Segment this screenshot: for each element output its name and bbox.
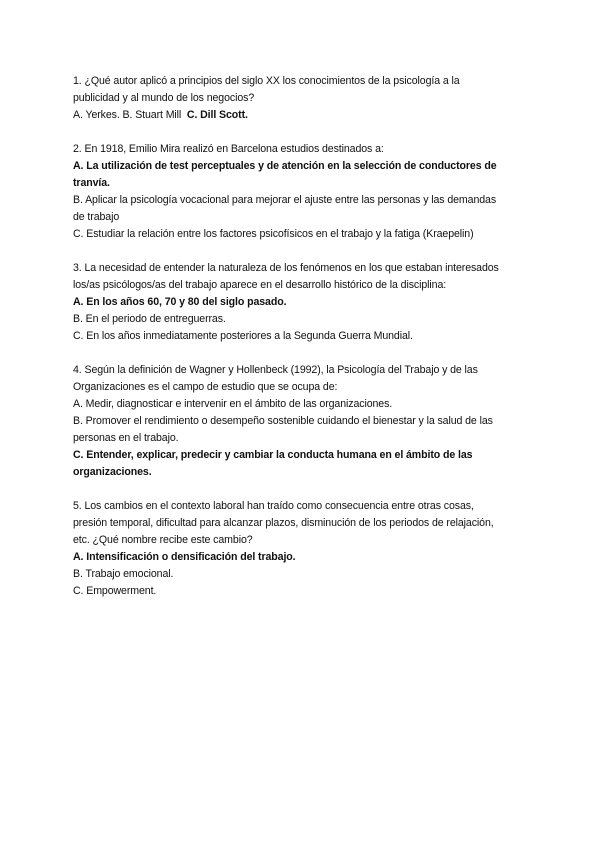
question-2 — [73, 141, 530, 243]
question-3 — [73, 260, 530, 345]
question-stem-line: 3. La necesidad de entender la naturaleza de los fenómenos en los que estaban interesados — [73, 262, 499, 274]
correct-option-line: C. Entender, explicar, predecir y cambiar la conducta humana en el ámbito de las — [73, 449, 473, 461]
question-stem-line: presión temporal, dificultad para alcanzar plazos, disminución de los periodos de relajación, — [73, 517, 494, 529]
option-line: A. Medir, diagnosticar e intervenir en el ámbito de las organizaciones. — [73, 398, 393, 410]
option-line: B. Trabajo emocional. — [73, 568, 174, 580]
question-stem-line: los/as psicólogos/as del trabajo aparece en el desarrollo histórico de la disciplina: — [73, 279, 447, 291]
option-line: B. En el periodo de entreguerras. — [73, 313, 226, 325]
correct-option-line: A. La utilización de test perceptuales y de atención en la selección de conductores de — [73, 160, 497, 172]
question-5 — [73, 498, 530, 600]
question-stem-line: etc. ¿Qué nombre recibe este cambio? — [73, 534, 253, 546]
question-stem-line: Organizaciones es el campo de estudio que se ocupa de: — [73, 381, 338, 393]
question-stem-line: 2. En 1918, Emilio Mira realizó en Barcelona estudios destinados a: — [73, 143, 384, 155]
question-stem-line: 1. ¿Qué autor aplicó a principios del siglo XX los conocimientos de la psicología a la — [73, 75, 460, 87]
correct-option-line: tranvía. — [73, 177, 110, 189]
option-line: de trabajo — [73, 211, 120, 223]
option-line: C. Empowerment. — [73, 585, 157, 597]
question-4 — [73, 362, 530, 481]
question-stem-line: 4. Según la definición de Wagner y Hollenbeck (1992), la Psicología del Trabajo y de las — [73, 364, 478, 376]
option-line: B. Promover el rendimiento o desempeño sostenible cuidando el bienestar y la salud de las — [73, 415, 493, 427]
correct-option-text: C. Dill Scott. — [186, 109, 248, 121]
correct-option-line: A. Intensificación o densificación del trabajo. — [73, 551, 296, 563]
question-stem-line: publicidad y al mundo de los negocios? — [73, 92, 255, 104]
question-stem-line: 5. Los cambios en el contexto laboral han traído como consecuencia entre otras cosas, — [73, 500, 474, 512]
correct-option-line: A. En los años 60, 70 y 80 del siglo pasado. — [73, 296, 287, 308]
option-text: A. Yerkes. B. Stuart Mill — [73, 109, 182, 121]
answer-options-line — [73, 107, 530, 124]
option-line: C. Estudiar la relación entre los factores psicofísicos en el trabajo y la fatiga (Kraepelin) — [73, 228, 474, 240]
option-line: B. Aplicar la psicología vocacional para mejorar el ajuste entre las personas y las demandas — [73, 194, 497, 206]
option-line: C. En los años inmediatamente posteriores a la Segunda Guerra Mundial. — [73, 330, 413, 342]
correct-option-line: organizaciones. — [73, 466, 152, 478]
question-1 — [73, 73, 530, 124]
option-line: personas en el trabajo. — [73, 432, 179, 444]
